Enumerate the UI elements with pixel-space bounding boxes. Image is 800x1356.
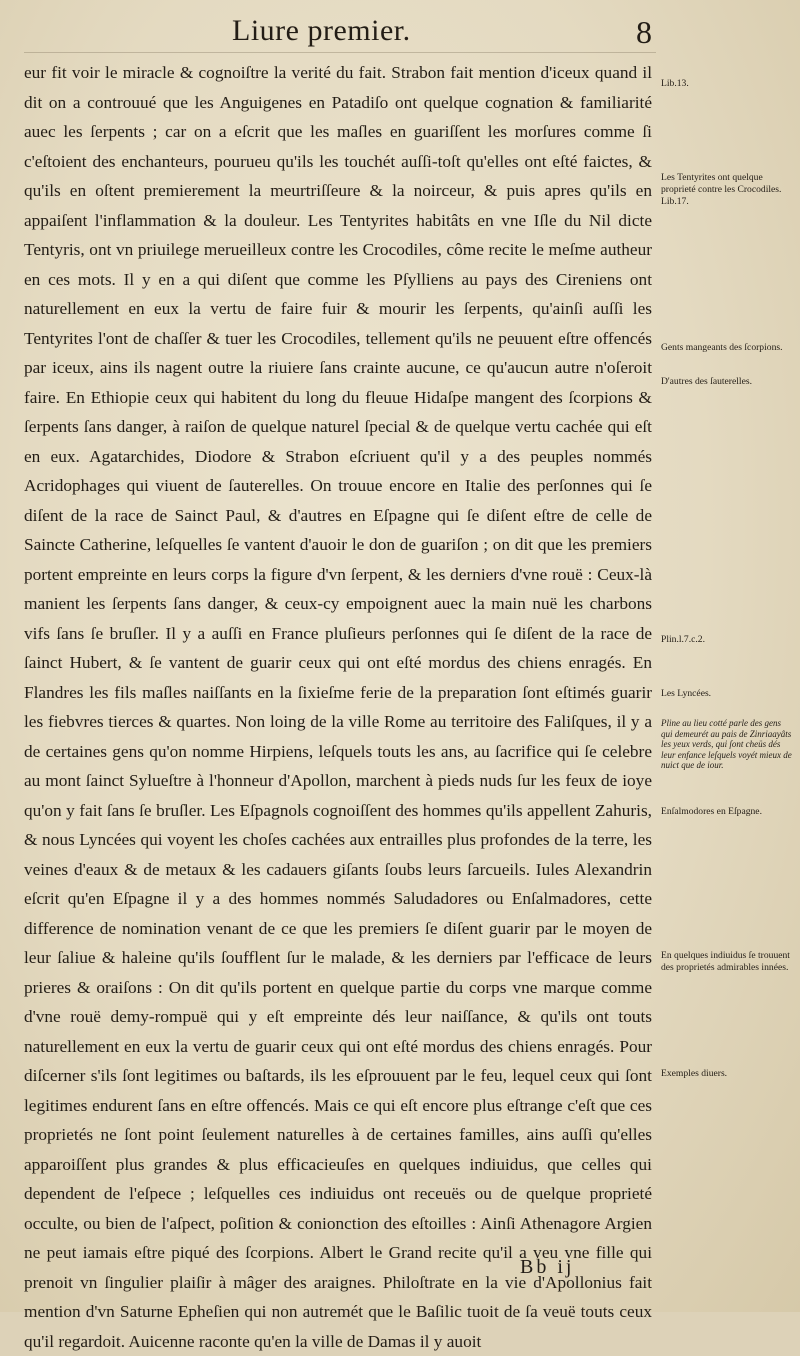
margin-note: Les Tentyrites ont quelque proprieté contre les Crocodiles. Lib.17.: [661, 172, 782, 207]
margin-note: Pline au lieu cotté parle des gens qui demeurét au pais de Zinriaayâts les yeux verds, qui ſont cheüs dés leur enfance leſquels voyét mieux de nuict que de iour.: [661, 718, 792, 771]
margin-note: Enſalmodores en Eſpagne.: [661, 806, 762, 817]
margin-note: Gents mangeants des ſcorpions.: [661, 342, 783, 353]
margin-note: Exemples diuers.: [661, 1068, 728, 1079]
page-number: 8: [636, 14, 652, 50]
signature-mark: Bb ij: [520, 1256, 575, 1278]
margin-note: Plin.l.7.c.2.: [661, 634, 705, 645]
margin-note: Les Lyncées.: [661, 688, 712, 699]
main-text-block: eur fit voir le miracle & cognoiſtre la verité du fait. Strabon fait mention d'iceux quand il dit on a controuué que les Anguigenes en Patadiſo ont quelque cognation & familiarité auec les ſerpents ; car on a eſcrit que les maſles en guariſſent les morſures comme ſi c'eſtoient des enchanteurs, pourueu qu'ils les touchét auſſi-toſt qu'elles ont eſté faictes, & qu'ils en oſtent premierement la meurtriſſeure & la noirceur, & puis apres qu'ils en appaiſent l'inflammation & la douleur. Les Tentyrites habitâts en vne Iſle du Nil dicte Tentyris, ont vn priuilege merueilleux contre les Crocodiles, côme recite le meſme autheur en ces mots. Il y en a qui diſent que comme les Pſylliens au pays des Cireniens ont naturellement en eux la vertu de faire fuir & mourir les ſerpents, qu'ainſi auſſi les Tentyrites l'ont de chaſſer & tuer les Crocodiles, tellement qu'ils ne peuuent eſtre offencés par iceux, ains ils nagent outre la riuiere ſans crainte aucune, ce qu'aucun autre n'oſeroit faire. En Ethiopie ceux qui habitent du long du fleuue Hidaſpe mangent des ſcorpions & ſerpents ſans danger, à raiſon de quelque naturel ſpecial & de quelque vertu cachée qui eſt en eux. Agatarchides, Diodore & Strabon eſcriuent qu'il y a des peuples nommés Acridophages qui viuent de ſauterelles. On trouue encore en Italie des perſonnes qui ſe diſent de la race de Sainct Paul, & d'autres en Eſpagne qui ſe diſent eſtre de celle de Saincte Catherine, leſquelles ſe vantent d'auoir le don de guariſon ; on dit que les premiers portent empreinte en leurs corps la figure d'vn ſerpent, & les derniers d'vne rouë : Ceux-là manient les ſerpents ſans danger, & ceux-cy empoignent auec la main nuë les charbons vifs ſans ſe bruſler. Il y a auſſi en France pluſieurs perſonnes qui ſe diſent de la race de ſainct Hubert, & ſe vantent de guarir ceux qui ont eſté mordus des chiens enragés. En Flandres les fils maſles naiſſants en la ſixieſme ferie de la preparation ſont eſtimés guarir les fiebvres tierces & quartes. Non loing de la ville Rome au territoire des Faliſques, il y a de certaines gens qu'on nomme Hirpiens, leſquels touts les ans, au ſacrifice qui ſe celebre au mont ſainct Sylueſtre à l'honneur d'Apollon, marchent à pieds nuds ſur les feux de ioye qu'on y fait ſans ſe bruſler. Les Eſpagnols cognoiſſent des hommes qu'ils appellent Zahuris, & nous Lyncées qui voyent les choſes cachées aux entrailles plus profondes de la terre, les veines d'eaux & de metaux & les cadauers giſants ſoubs leurs ſarcueils. Iules Alexandrin eſcrit qu'en Eſpagne il y a des hommes nommés Saludadores ou Enſalmadores, cette difference de nomination venant de ce que les premiers ſe diſent guarir par le moyen de leur ſaliue & haleine qu'ils ſoufflent ſur le malade, & les derniers par l'efficace de leurs prieres & oraiſons : On dit qu'ils portent en quelque partie du corps vne marque comme d'vne rouë demy-rompuë qui y eſt empreinte dés leur naiſſance, & qu'ils ont touts naturellement en eux la vertu de guarir ceux qui ont eſté mordus des chiens enragés. Pour diſcerner s'ils ſont legitimes ou baſtards, ils les eſprouuent par le feu, lequel ceux qui ſont legitimes endurent ſans en eſtre offencés. Mais ce qui eſt encore plus eſtrange c'eſt que ces proprietés ne ſont point ſeulement naturelles à de certaines familles, ains auſſi qu'elles apparoiſſent plus grandes & plus efficacieuſes en quelques indiuidus, que celles qui dependent de l'eſpece ; leſquelles ces indiuidus ont receuës ou de quelque proprieté occulte, ou bien de l'aſpect, poſition & conionction des eſtoilles : Ainſi Athenagore Argien ne peut iamais eſtre piqué des ſcorpions. Albert le Grand recite qu'il a veu vne fille qui prenoit vn ſingulier plaiſir à mâger des araignes. Philoſtrate en la vie d'Apollonius fait mention d'vn Saturne Epheſien qui non autremét que le Baſilic tuoit de ſa veuë touts ceux qu'il regardoit. Auicenne raconte qu'en la ville de Damas il y auoit: [24, 63, 652, 1351]
margin-note: En quelques indiuidus ſe trouuent des proprietés admirables innées.: [661, 950, 790, 973]
margin-note: D'autres des ſauterelles.: [661, 376, 752, 387]
header-rule: [24, 52, 656, 53]
margin-note: Lib.13.: [661, 78, 689, 89]
running-head: Liure premier.: [232, 14, 411, 47]
